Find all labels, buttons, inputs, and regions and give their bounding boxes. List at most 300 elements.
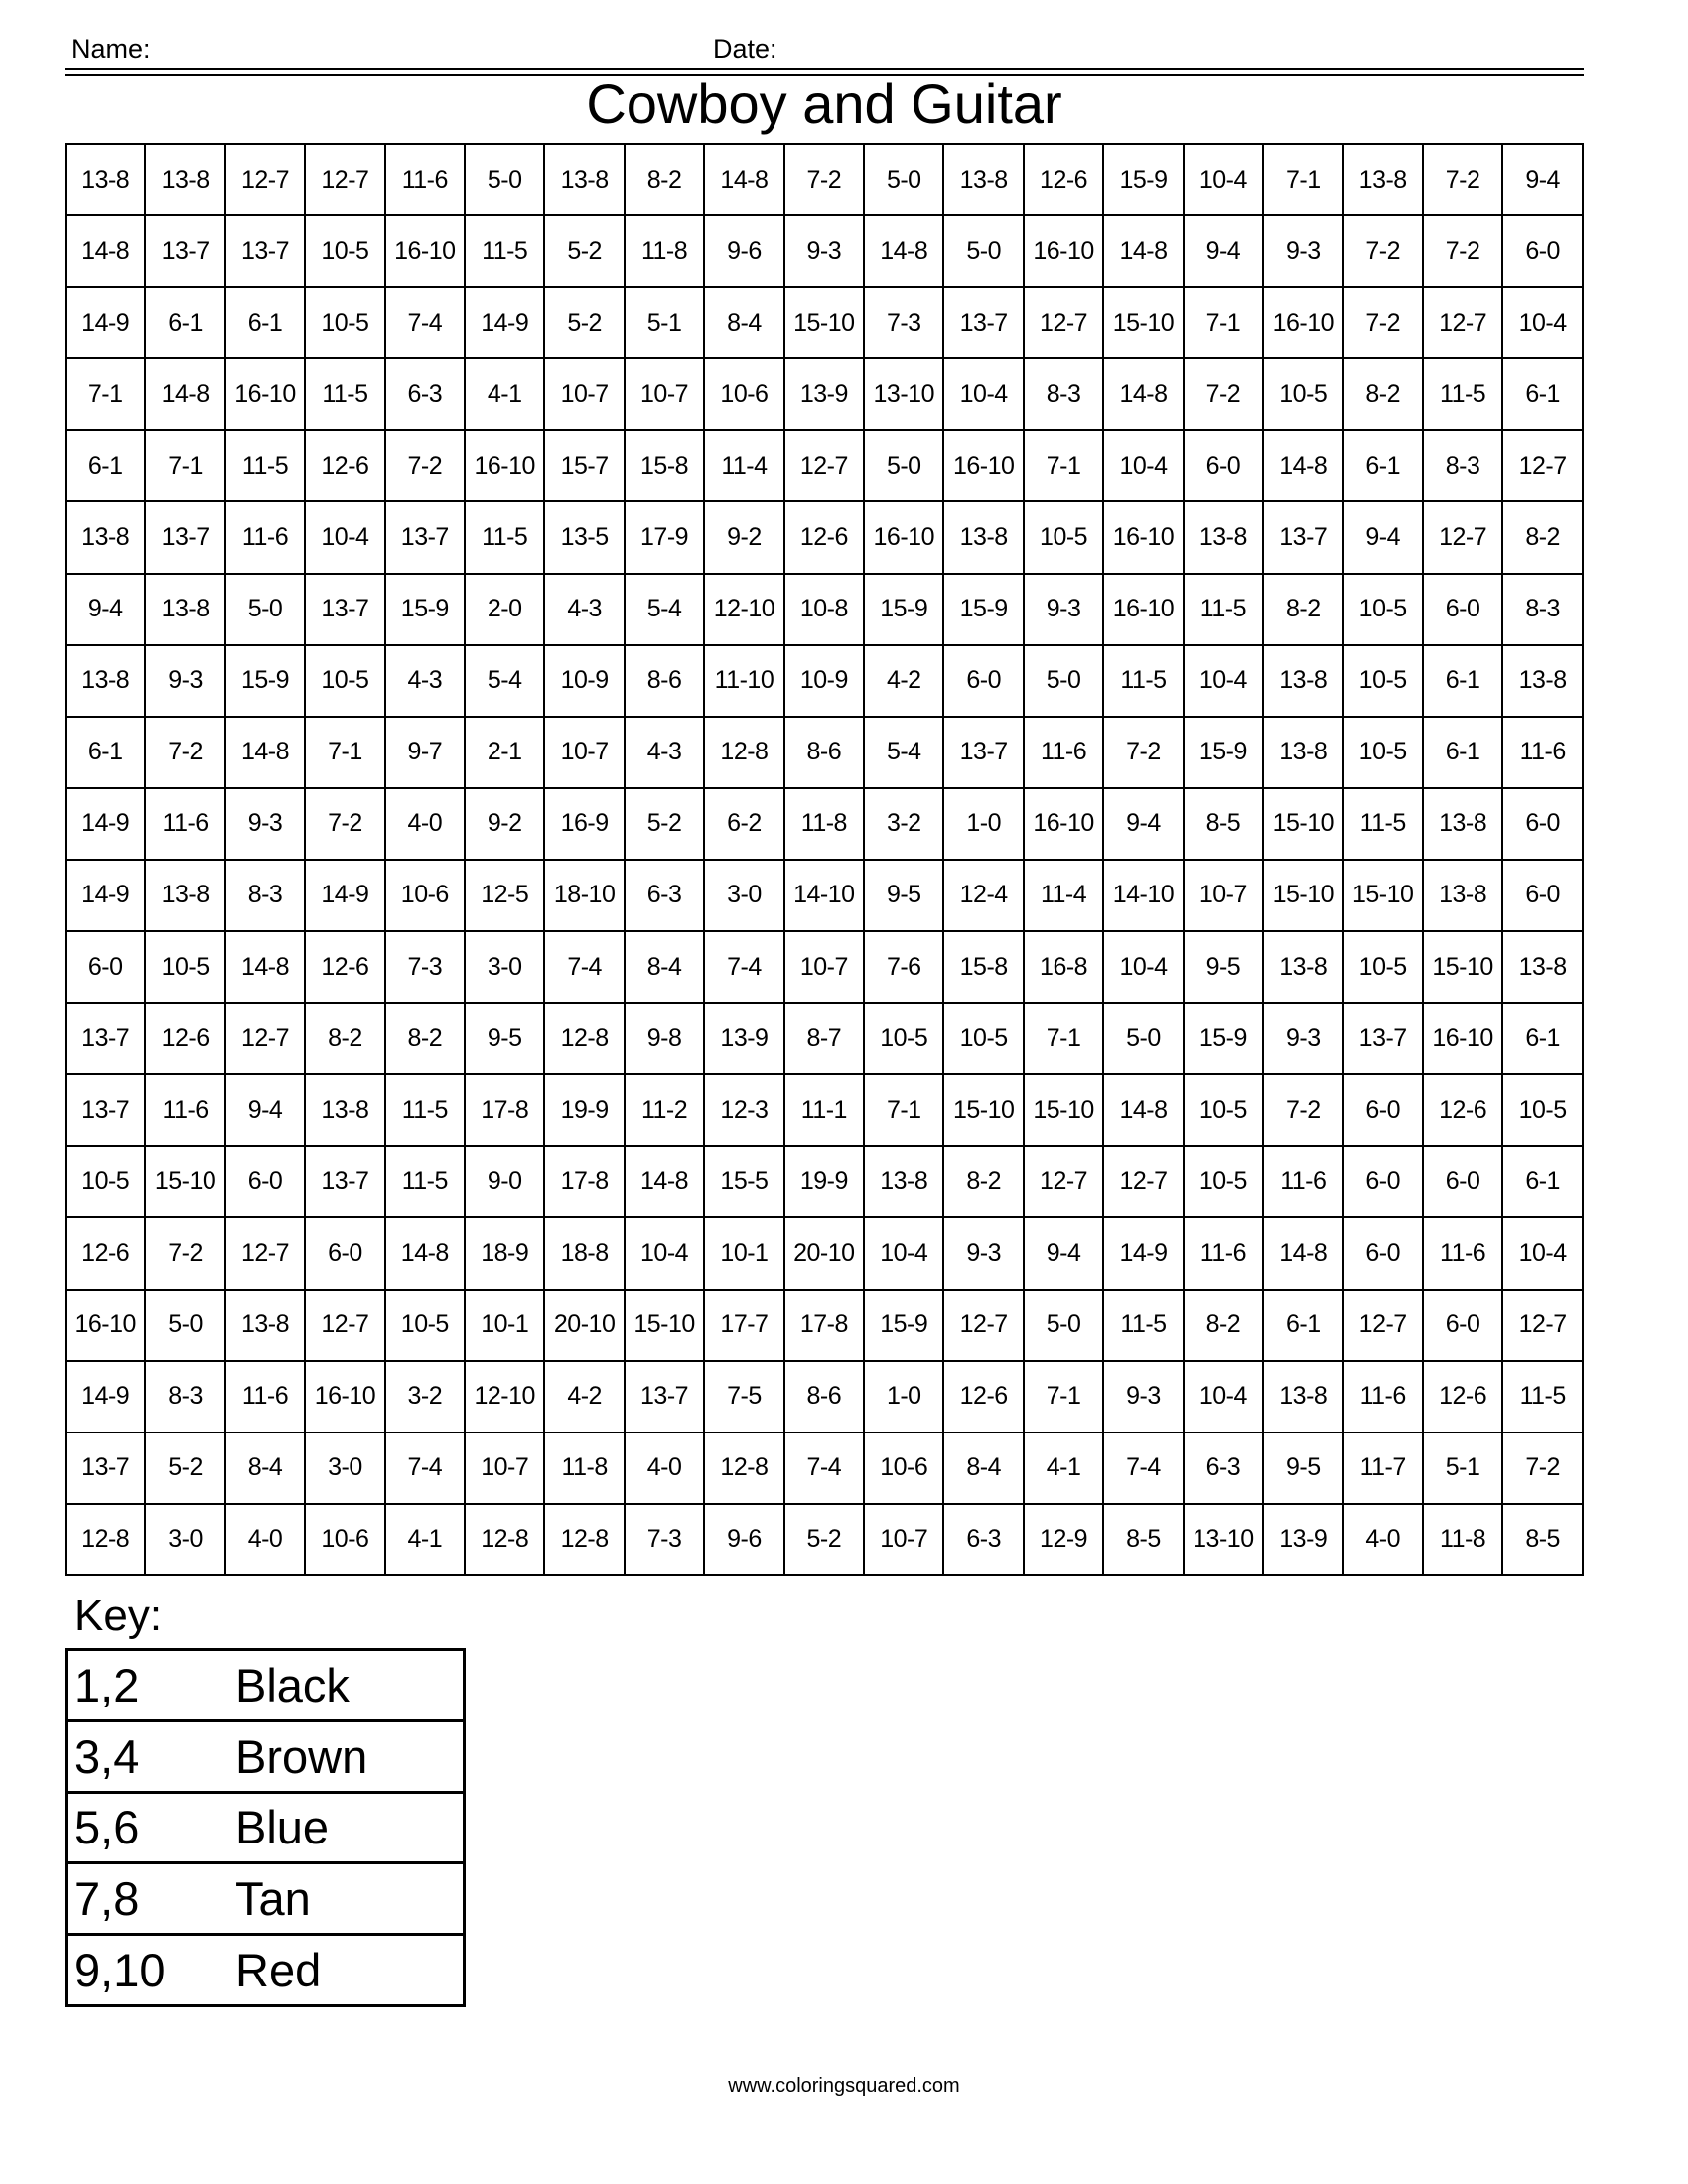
grid-cell: 10-1: [465, 1290, 544, 1361]
grid-cell: 7-5: [704, 1361, 783, 1433]
grid-cell: 11-5: [385, 1074, 465, 1146]
key-row: [67, 1650, 465, 1721]
grid-cell: 8-2: [943, 1146, 1023, 1217]
grid-cell: 13-7: [66, 1074, 145, 1146]
grid-cell: 9-4: [1502, 144, 1583, 215]
grid-cell: 6-0: [1343, 1217, 1423, 1289]
grid-cell: 14-8: [704, 144, 783, 215]
grid-cell: 8-2: [625, 144, 704, 215]
grid-row: [66, 501, 1583, 573]
grid-cell: 11-5: [1502, 1361, 1583, 1433]
grid-cell: 10-4: [943, 358, 1023, 430]
grid-cell: 11-5: [1103, 645, 1183, 717]
key-color-name: Brown: [233, 1720, 465, 1792]
grid-cell: 6-0: [1423, 1146, 1502, 1217]
grid-cell: 6-0: [1423, 574, 1502, 645]
grid-cell: 9-3: [225, 788, 305, 860]
grid-cell: 14-8: [864, 215, 943, 287]
grid-cell: 11-5: [305, 358, 384, 430]
grid-cell: 10-4: [1502, 287, 1583, 358]
grid-row: [66, 1003, 1583, 1074]
grid-cell: 13-8: [1502, 931, 1583, 1003]
grid-cell: 7-4: [544, 931, 624, 1003]
grid-cell: 12-6: [784, 501, 864, 573]
grid-cell: 10-5: [1024, 501, 1103, 573]
grid-cell: 15-10: [145, 1146, 224, 1217]
grid-cell: 13-8: [1263, 931, 1342, 1003]
grid-cell: 12-7: [225, 1217, 305, 1289]
grid-cell: 13-7: [225, 215, 305, 287]
grid-cell: 5-4: [465, 645, 544, 717]
key-label: Key:: [74, 1591, 163, 1640]
grid-cell: 5-2: [145, 1433, 224, 1504]
grid-cell: 14-10: [1103, 860, 1183, 931]
grid-cell: 11-6: [1184, 1217, 1263, 1289]
grid-cell: 14-9: [66, 287, 145, 358]
grid-cell: 11-6: [1343, 1361, 1423, 1433]
grid-cell: 12-8: [704, 1433, 783, 1504]
grid-row: [66, 430, 1583, 501]
grid-cell: 10-4: [864, 1217, 943, 1289]
grid-cell: 15-10: [784, 287, 864, 358]
grid-cell: 5-2: [625, 788, 704, 860]
grid-cell: 12-7: [1343, 1290, 1423, 1361]
grid-cell: 15-8: [943, 931, 1023, 1003]
grid-cell: 7-6: [864, 931, 943, 1003]
grid-cell: 6-0: [225, 1146, 305, 1217]
grid-cell: 13-7: [1343, 1003, 1423, 1074]
grid-cell: 4-0: [225, 1504, 305, 1575]
grid-cell: 11-6: [225, 1361, 305, 1433]
grid-cell: 13-8: [943, 144, 1023, 215]
grid-cell: 8-7: [784, 1003, 864, 1074]
grid-cell: 8-2: [1343, 358, 1423, 430]
grid-cell: 6-0: [1502, 215, 1583, 287]
grid-cell: 4-3: [385, 645, 465, 717]
grid-cell: 11-6: [1423, 1217, 1502, 1289]
grid-cell: 9-3: [1263, 215, 1342, 287]
grid-row: [66, 1217, 1583, 1289]
grid-cell: 12-3: [704, 1074, 783, 1146]
grid-cell: 5-0: [465, 144, 544, 215]
grid-cell: 12-6: [1024, 144, 1103, 215]
grid-cell: 5-0: [145, 1290, 224, 1361]
grid-row: [66, 860, 1583, 931]
grid-row: [66, 1433, 1583, 1504]
grid-cell: 10-7: [864, 1504, 943, 1575]
grid-cell: 1-0: [943, 788, 1023, 860]
grid-cell: 15-8: [625, 430, 704, 501]
grid-cell: 9-3: [1263, 1003, 1342, 1074]
grid-cell: 7-2: [1423, 144, 1502, 215]
grid-cell: 13-7: [66, 1433, 145, 1504]
grid-cell: 5-0: [1103, 1003, 1183, 1074]
grid-cell: 3-0: [145, 1504, 224, 1575]
grid-cell: 8-2: [385, 1003, 465, 1074]
grid-cell: 6-0: [66, 931, 145, 1003]
grid-cell: 10-8: [784, 574, 864, 645]
grid-cell: 10-5: [66, 1146, 145, 1217]
grid-cell: 5-0: [864, 144, 943, 215]
grid-cell: 16-10: [1423, 1003, 1502, 1074]
grid-cell: 5-0: [1024, 645, 1103, 717]
grid-cell: 13-9: [704, 1003, 783, 1074]
grid-row: [66, 215, 1583, 287]
grid-cell: 5-1: [625, 287, 704, 358]
grid-cell: 6-1: [1423, 645, 1502, 717]
grid-cell: 12-7: [1024, 287, 1103, 358]
grid-cell: 9-3: [943, 1217, 1023, 1289]
grid-cell: 8-6: [784, 1361, 864, 1433]
grid-cell: 13-8: [1263, 717, 1342, 788]
grid-cell: 12-10: [465, 1361, 544, 1433]
grid-cell: 11-8: [625, 215, 704, 287]
grid-cell: 13-8: [66, 144, 145, 215]
grid-cell: 11-5: [465, 501, 544, 573]
grid-cell: 17-9: [625, 501, 704, 573]
grid-cell: 12-8: [66, 1504, 145, 1575]
grid-cell: 4-2: [864, 645, 943, 717]
grid-cell: 8-4: [943, 1433, 1023, 1504]
grid-cell: 8-3: [1502, 574, 1583, 645]
grid-cell: 3-0: [305, 1433, 384, 1504]
grid-cell: 4-0: [1343, 1504, 1423, 1575]
grid-cell: 15-9: [1184, 1003, 1263, 1074]
grid-cell: 10-4: [1502, 1217, 1583, 1289]
grid-cell: 12-7: [225, 144, 305, 215]
grid-cell: 7-2: [145, 1217, 224, 1289]
grid-cell: 10-1: [704, 1217, 783, 1289]
grid-cell: 10-6: [305, 1504, 384, 1575]
grid-cell: 9-4: [66, 574, 145, 645]
grid-cell: 11-8: [1423, 1504, 1502, 1575]
grid-cell: 13-9: [1263, 1504, 1342, 1575]
grid-cell: 10-5: [145, 931, 224, 1003]
grid-cell: 12-7: [1502, 430, 1583, 501]
name-label: Name:: [71, 34, 151, 64]
grid-cell: 11-6: [225, 501, 305, 573]
key-values: 5,6: [67, 1792, 234, 1863]
grid-cell: 11-6: [1024, 717, 1103, 788]
grid-cell: 10-4: [1184, 1361, 1263, 1433]
grid-cell: 9-6: [704, 1504, 783, 1575]
grid-cell: 6-1: [225, 287, 305, 358]
grid-cell: 8-6: [784, 717, 864, 788]
grid-cell: 9-5: [465, 1003, 544, 1074]
key-row: [67, 1935, 465, 2006]
grid-row: [66, 1146, 1583, 1217]
grid-cell: 10-6: [385, 860, 465, 931]
grid-row: [66, 931, 1583, 1003]
grid-cell: 16-10: [225, 358, 305, 430]
grid-cell: 11-5: [465, 215, 544, 287]
grid-cell: 10-7: [625, 358, 704, 430]
grid-cell: 4-0: [385, 788, 465, 860]
grid-row: [66, 1504, 1583, 1575]
grid-cell: 7-1: [1184, 287, 1263, 358]
grid-cell: 11-5: [1184, 574, 1263, 645]
grid-cell: 7-4: [385, 1433, 465, 1504]
grid-cell: 13-7: [385, 501, 465, 573]
grid-cell: 14-8: [225, 931, 305, 1003]
grid-cell: 8-4: [225, 1433, 305, 1504]
grid-cell: 8-3: [225, 860, 305, 931]
grid-cell: 9-7: [385, 717, 465, 788]
key-color-name: Tan: [233, 1863, 465, 1935]
grid-cell: 9-0: [465, 1146, 544, 1217]
grid-cell: 8-2: [305, 1003, 384, 1074]
grid-cell: 9-5: [1184, 931, 1263, 1003]
grid-cell: 5-0: [225, 574, 305, 645]
grid-cell: 10-4: [305, 501, 384, 573]
grid-cell: 6-3: [1184, 1433, 1263, 1504]
grid-cell: 5-2: [544, 287, 624, 358]
grid-cell: 3-0: [704, 860, 783, 931]
grid-cell: 9-3: [1103, 1361, 1183, 1433]
grid-cell: 10-7: [1184, 860, 1263, 931]
grid-cell: 5-4: [625, 574, 704, 645]
grid-cell: 16-10: [1103, 574, 1183, 645]
grid-row: [66, 287, 1583, 358]
grid-cell: 5-1: [1423, 1433, 1502, 1504]
grid-cell: 13-7: [66, 1003, 145, 1074]
grid-cell: 12-7: [1024, 1146, 1103, 1217]
grid-cell: 18-9: [465, 1217, 544, 1289]
grid-cell: 7-3: [625, 1504, 704, 1575]
grid-cell: 11-6: [1263, 1146, 1342, 1217]
grid-cell: 11-8: [784, 788, 864, 860]
grid-cell: 14-8: [66, 215, 145, 287]
grid-cell: 10-5: [1343, 931, 1423, 1003]
grid-cell: 12-6: [1423, 1361, 1502, 1433]
grid-cell: 16-10: [465, 430, 544, 501]
grid-cell: 15-10: [1024, 1074, 1103, 1146]
grid-cell: 7-1: [1024, 1361, 1103, 1433]
grid-cell: 12-6: [305, 430, 384, 501]
grid-cell: 10-5: [305, 287, 384, 358]
grid-cell: 13-8: [1184, 501, 1263, 573]
grid-cell: 8-2: [1184, 1290, 1263, 1361]
grid-cell: 14-9: [305, 860, 384, 931]
grid-cell: 16-9: [544, 788, 624, 860]
grid-cell: 7-1: [1024, 1003, 1103, 1074]
grid-cell: 11-6: [145, 788, 224, 860]
key-row: [67, 1863, 465, 1935]
grid-cell: 7-2: [1184, 358, 1263, 430]
grid-cell: 14-9: [1103, 1217, 1183, 1289]
grid-cell: 15-9: [864, 1290, 943, 1361]
grid-cell: 19-9: [544, 1074, 624, 1146]
grid-cell: 18-10: [544, 860, 624, 931]
grid-cell: 16-10: [305, 1361, 384, 1433]
grid-cell: 13-8: [864, 1146, 943, 1217]
grid-cell: 13-8: [1423, 788, 1502, 860]
grid-cell: 13-8: [943, 501, 1023, 573]
grid-cell: 10-5: [1263, 358, 1342, 430]
grid-cell: 3-0: [465, 931, 544, 1003]
grid-cell: 6-0: [943, 645, 1023, 717]
grid-cell: 14-9: [66, 860, 145, 931]
grid-cell: 6-1: [1502, 358, 1583, 430]
grid-cell: 11-1: [784, 1074, 864, 1146]
grid-cell: 14-8: [625, 1146, 704, 1217]
grid-cell: 7-1: [864, 1074, 943, 1146]
grid-cell: 20-10: [544, 1290, 624, 1361]
grid-cell: 15-10: [1343, 860, 1423, 931]
grid-cell: 8-3: [1024, 358, 1103, 430]
grid-cell: 5-2: [784, 1504, 864, 1575]
color-key-table: [65, 1648, 466, 2007]
grid-cell: 7-1: [1024, 430, 1103, 501]
grid-cell: 14-8: [145, 358, 224, 430]
grid-cell: 5-0: [943, 215, 1023, 287]
key-color-name: Red: [233, 1935, 465, 2006]
grid-cell: 10-5: [1502, 1074, 1583, 1146]
grid-cell: 5-4: [864, 717, 943, 788]
grid-cell: 11-6: [385, 144, 465, 215]
grid-cell: 6-0: [1343, 1074, 1423, 1146]
grid-cell: 11-10: [704, 645, 783, 717]
grid-row: [66, 358, 1583, 430]
key-color-name: Blue: [233, 1792, 465, 1863]
grid-cell: 13-8: [145, 574, 224, 645]
grid-cell: 12-6: [943, 1361, 1023, 1433]
grid-cell: 13-8: [66, 645, 145, 717]
grid-cell: 10-5: [305, 215, 384, 287]
grid-row: [66, 144, 1583, 215]
grid-cell: 13-7: [145, 501, 224, 573]
grid-cell: 9-3: [145, 645, 224, 717]
grid-cell: 12-6: [145, 1003, 224, 1074]
grid-cell: 12-7: [943, 1290, 1023, 1361]
grid-cell: 12-8: [465, 1504, 544, 1575]
grid-cell: 9-2: [704, 501, 783, 573]
grid-cell: 11-7: [1343, 1433, 1423, 1504]
grid-cell: 7-2: [784, 144, 864, 215]
grid-cell: 7-2: [1343, 215, 1423, 287]
grid-cell: 16-10: [1263, 287, 1342, 358]
grid-cell: 8-4: [704, 287, 783, 358]
grid-cell: 7-1: [305, 717, 384, 788]
grid-cell: 7-2: [385, 430, 465, 501]
grid-cell: 9-4: [225, 1074, 305, 1146]
grid-cell: 9-4: [1024, 1217, 1103, 1289]
grid-cell: 16-10: [1024, 215, 1103, 287]
grid-cell: 13-10: [864, 358, 943, 430]
grid-cell: 7-1: [1263, 144, 1342, 215]
grid-cell: 4-0: [625, 1433, 704, 1504]
grid-cell: 7-4: [385, 287, 465, 358]
grid-cell: 10-4: [1184, 144, 1263, 215]
grid-cell: 6-1: [66, 430, 145, 501]
grid-cell: 7-1: [145, 430, 224, 501]
grid-cell: 7-3: [864, 287, 943, 358]
grid-cell: 14-9: [66, 1361, 145, 1433]
grid-cell: 13-8: [225, 1290, 305, 1361]
grid-cell: 7-2: [1343, 287, 1423, 358]
grid-cell: 4-1: [385, 1504, 465, 1575]
grid-cell: 13-7: [305, 1146, 384, 1217]
grid-cell: 12-5: [465, 860, 544, 931]
grid-cell: 10-6: [704, 358, 783, 430]
grid-cell: 12-7: [1423, 287, 1502, 358]
key-row: [67, 1720, 465, 1792]
grid-cell: 13-7: [145, 215, 224, 287]
grid-cell: 10-7: [465, 1433, 544, 1504]
grid-cell: 4-3: [625, 717, 704, 788]
grid-cell: 6-1: [1423, 717, 1502, 788]
grid-cell: 10-4: [1184, 645, 1263, 717]
grid-cell: 10-5: [943, 1003, 1023, 1074]
grid-cell: 17-7: [704, 1290, 783, 1361]
grid-cell: 7-2: [305, 788, 384, 860]
grid-cell: 9-3: [784, 215, 864, 287]
grid-cell: 11-6: [145, 1074, 224, 1146]
grid-cell: 15-9: [943, 574, 1023, 645]
grid-cell: 6-0: [1423, 1290, 1502, 1361]
grid-cell: 16-10: [864, 501, 943, 573]
grid-cell: 15-10: [1263, 788, 1342, 860]
grid-cell: 13-7: [943, 287, 1023, 358]
grid-cell: 9-2: [465, 788, 544, 860]
grid-cell: 13-8: [66, 501, 145, 573]
grid-cell: 13-8: [145, 144, 224, 215]
grid-cell: 10-4: [1103, 931, 1183, 1003]
grid-cell: 12-7: [1423, 501, 1502, 573]
grid-cell: 6-1: [66, 717, 145, 788]
grid-cell: 7-2: [145, 717, 224, 788]
grid-cell: 15-9: [385, 574, 465, 645]
grid-cell: 8-5: [1184, 788, 1263, 860]
grid-cell: 10-5: [1343, 717, 1423, 788]
key-values: 7,8: [67, 1863, 234, 1935]
grid-cell: 6-2: [704, 788, 783, 860]
grid-row: [66, 788, 1583, 860]
grid-cell: 13-8: [145, 860, 224, 931]
date-label: Date:: [713, 34, 777, 64]
grid-cell: 20-10: [784, 1217, 864, 1289]
grid-cell: 8-5: [1103, 1504, 1183, 1575]
grid-cell: 14-8: [1263, 1217, 1342, 1289]
grid-cell: 12-8: [544, 1003, 624, 1074]
grid-cell: 15-10: [1423, 931, 1502, 1003]
grid-cell: 4-1: [465, 358, 544, 430]
grid-cell: 6-0: [1343, 1146, 1423, 1217]
grid-cell: 7-4: [704, 931, 783, 1003]
grid-cell: 14-8: [1103, 1074, 1183, 1146]
grid-cell: 10-5: [1343, 645, 1423, 717]
grid-row: [66, 717, 1583, 788]
grid-cell: 11-5: [1103, 1290, 1183, 1361]
grid-row: [66, 1074, 1583, 1146]
grid-cell: 6-1: [1502, 1003, 1583, 1074]
grid-cell: 15-10: [1103, 287, 1183, 358]
grid-cell: 12-8: [704, 717, 783, 788]
grid-cell: 10-4: [625, 1217, 704, 1289]
grid-cell: 6-3: [385, 358, 465, 430]
grid-cell: 2-1: [465, 717, 544, 788]
grid-cell: 13-7: [625, 1361, 704, 1433]
grid-cell: 11-5: [1423, 358, 1502, 430]
grid-cell: 7-2: [1502, 1433, 1583, 1504]
grid-cell: 12-7: [1502, 1290, 1583, 1361]
grid-cell: 12-6: [1423, 1074, 1502, 1146]
grid-cell: 14-9: [66, 788, 145, 860]
grid-cell: 11-8: [544, 1433, 624, 1504]
grid-cell: 9-5: [864, 860, 943, 931]
grid-cell: 11-4: [1024, 860, 1103, 931]
grid-cell: 12-7: [305, 1290, 384, 1361]
